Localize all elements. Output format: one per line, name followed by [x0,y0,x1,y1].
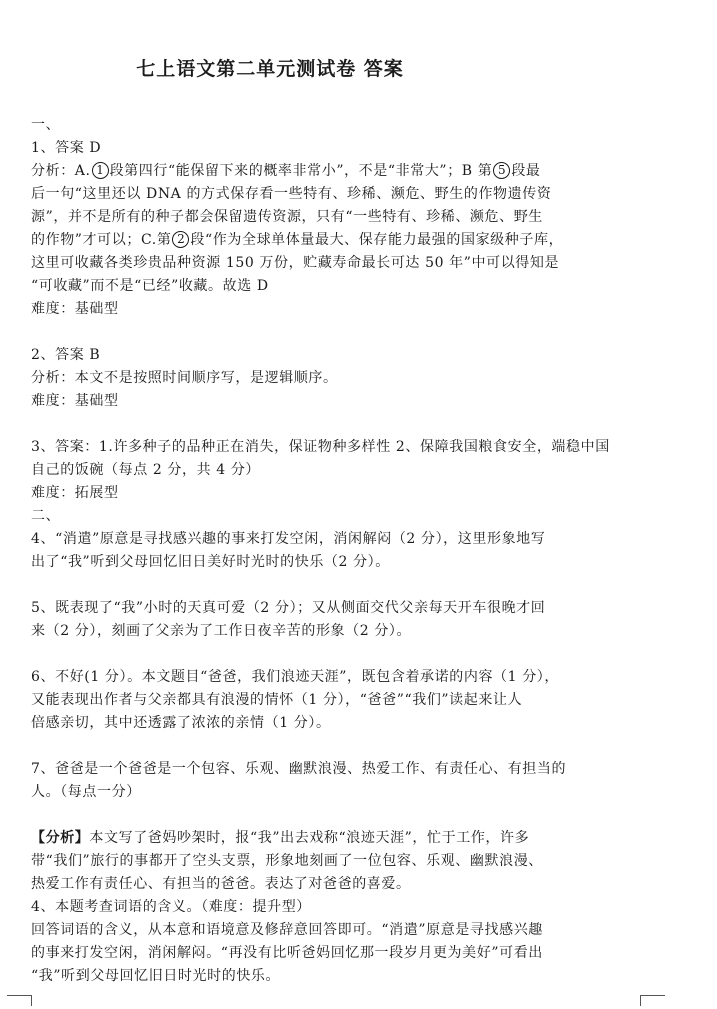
q6-line-3: 倍感亲切，其中还透露了浓浓的亲情（1 分）。 [31,715,331,731]
q5-line-2: 来（2 分），刻画了父亲为了工作日夜辛苦的形象（2 分）。 [31,623,412,639]
q4b-heading: 4、本题考查词语的含义。（难度：提升型） [31,899,311,915]
q1-analysis-line-1 [31,160,651,183]
q5-line-1: 5、既表现了“我”小时的天真可爱（2 分）；又从侧面交代父亲每天开车很晚才回 [31,600,546,616]
q7-line-1: 7、爸爸是一个爸爸是一个包容、乐观、幽默浪漫、热爱工作、有责任心、有担当的 [31,761,567,777]
q2-difficulty: 难度：基础型 [31,393,119,409]
q4b-line-2: 的事来打发空闲，消闲解闷。“再没有比听爸妈回忆那一段岁月更为美好”可看出 [31,945,543,961]
q1-answer: 1、答案 D [31,140,102,156]
q4-line-1: 4、“消遣”原意是寻找感兴趣的事来打发空闲，消闲解闷（2 分），这里形象地写 [31,531,546,547]
page-title: 七上语文第二单元测试卷 答案 [136,58,404,80]
q3-difficulty: 难度：拓展型 [31,485,119,501]
analysis-line-1 [31,827,651,850]
section-two-heading: 二、 [31,508,61,524]
q1-difficulty: 难度：基础型 [31,301,119,317]
q1-analysis-text: 段第四行“能保留下来的概率非常小”，不是“非常大”；B 第 [109,163,493,179]
circled-number-5: 5 [493,162,510,179]
q4b-line-3: “我”听到父母回忆旧日时光时的快乐。 [31,968,281,984]
q1-analysis-text: 分析：A. [31,163,91,179]
q6-line-1: 6、不好(1 分）。本文题目“爸爸，我们浪迹天涯”，既包含着承诺的内容（1 分）， [31,669,559,685]
q2-answer: 2、答案 B [31,347,101,363]
q6-line-2: 又能表现出作者与父亲都具有浪漫的情怀（1 分），“爸爸”“我们”读起来让人 [31,692,523,708]
q3-answer-line-1: 3、答案：1.许多种子的品种正在消失，保证物种多样性 2、保障我国粮食安全，端稳中国 [31,439,610,455]
q4-line-2: 出了“我”听到父母回忆旧日美好时光时的快乐（2 分）。 [31,554,390,570]
q4b-line-1: 回答词语的含义，从本意和语境意及修辞意回答即可。“消遣”原意是寻找感兴趣 [31,922,543,938]
circled-number-1: 1 [92,162,109,179]
q1-analysis-text: 段最 [511,163,541,179]
q1-analysis-text: 段“作为全球单体量最大、保存能力最强的国家级种子库， [190,232,564,248]
analysis-line-3: 热爱工作有责任心、有担当的爸爸。表达了对爸爸的喜爱。 [31,876,411,892]
q2-analysis: 分析：本文不是按照时间顺序写，是逻辑顺序。 [31,370,338,386]
analysis-line-2: 带“我们”旅行的事都开了空头支票，形象地刻画了一位包容、乐观、幽默浪漫、 [31,853,543,869]
q1-analysis-text: 的作物”才可以；C.第 [31,232,172,248]
q1-analysis-line-2: 后一句“这里还以 DNA 的方式保存看一些特有、珍稀、濒危、野生的作物遗传资 [31,186,552,202]
page-corner-mark-left [7,995,32,1006]
circled-number-2: 2 [172,231,189,248]
q1-analysis-line-6: “可收藏”而不是“已经”收藏。故选 D [31,278,269,294]
analysis-text: 本文写了爸妈吵架时，报“我”出去戏称“浪迹天涯”，忙于工作，许多 [89,830,530,846]
q7-line-2: 人。（每点一分） [31,784,141,800]
q3-answer-line-2: 自己的饭碗（每点 2 分，共 4 分） [31,462,261,478]
analysis-label: 【分析】 [31,830,90,846]
q1-analysis-line-3: 源”，并不是所有的种子都会保留遗传资源，只有“一些特有、珍稀、濒危、野生 [31,209,543,225]
answer-content [31,114,651,988]
section-one-heading: 一、 [31,117,61,133]
q1-analysis-line-4 [31,229,651,252]
page-corner-mark-right [640,995,665,1006]
q1-analysis-line-5: 这里可收藏各类珍贵品种资源 150 万份，贮藏寿命最长可达 50 年”中可以得知是 [31,255,560,271]
